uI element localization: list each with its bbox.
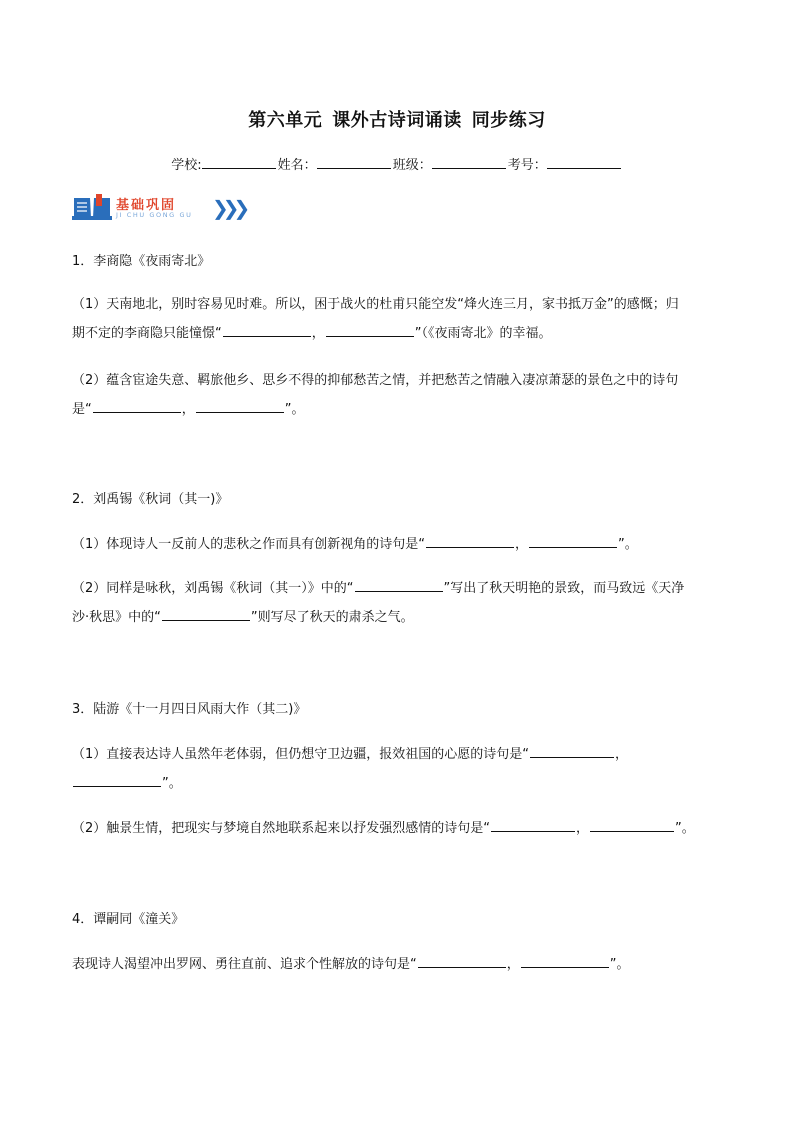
question-1-1 (72, 290, 722, 348)
q3-2-line1: （2）触景生情，把现实与梦境自然地联系起来以抒发强烈感情的诗句是“ ， ”。 (72, 814, 722, 843)
answer-blank[interactable] (529, 533, 617, 548)
answer-blank[interactable] (223, 322, 311, 337)
open-book-icon (72, 194, 112, 224)
q2-1-line1: （1）体现诗人一反前人的悲秋之作而具有创新视角的诗句是“ ， ”。 (72, 530, 722, 559)
class-field[interactable] (432, 155, 506, 169)
question-3-heading: 3．陆游《十一月四日风雨大作（其二)》 (72, 702, 307, 717)
question-2-heading: 2．刘禹锡《秋词（其一)》 (72, 492, 229, 507)
q3-1-line1: （1）直接表达诗人虽然年老体弱，但仍想守卫边疆，报效祖国的心愿的诗句是“ ， (72, 740, 722, 769)
exam-no-field[interactable] (547, 155, 621, 169)
question-2-2 (72, 574, 722, 632)
exam-no-label: 考号： (507, 158, 547, 173)
question-2-1 (72, 530, 722, 559)
student-info-line (0, 154, 794, 173)
q1-2-line2: 是“ ， ”。 (72, 395, 722, 424)
q2-2-line1: （2）同样是咏秋，刘禹锡《秋词（其一）》中的“ ”写出了秋天明艳的景致，而马致远《天净 (72, 574, 722, 603)
answer-blank[interactable] (162, 606, 250, 621)
school-label: 学校: (171, 158, 202, 173)
question-4-heading: 4．谭嗣同《潼关》 (72, 912, 185, 927)
q2-2-line2: 沙·秋思》中的“ ”则写尽了秋天的肃杀之气。 (72, 603, 722, 632)
class-label: 班级： (392, 158, 432, 173)
answer-blank[interactable] (590, 817, 674, 832)
name-field[interactable] (317, 155, 391, 169)
answer-blank[interactable] (196, 398, 284, 413)
answer-blank[interactable] (491, 817, 575, 832)
answer-blank[interactable] (355, 577, 443, 592)
section-badge-title: 基础巩固 (116, 198, 177, 213)
answer-blank[interactable] (93, 398, 181, 413)
chevrons-icon: ❯❯❯ (212, 196, 245, 220)
school-field[interactable] (202, 155, 276, 169)
question-1-heading: 1．李商隐《夜雨寄北》 (72, 254, 211, 269)
answer-blank[interactable] (326, 322, 414, 337)
q1-1-line2: 期不定的李商隐只能憧憬“ ， ”（《夜雨寄北》的幸福。 (72, 319, 722, 348)
q3-1-line2: ”。 (72, 769, 722, 798)
answer-blank[interactable] (418, 953, 506, 968)
answer-blank[interactable] (521, 953, 609, 968)
q1-1-line1: （1）天南地北，别时容易见时难。所以，困于战火的杜甫只能空发“烽火连三月，家书抵万金”的感慨；归 (72, 297, 679, 312)
question-1-2 (72, 366, 722, 424)
question-3-2 (72, 814, 722, 843)
section-badge (72, 194, 245, 224)
question-4-1 (72, 950, 722, 979)
page-title (0, 106, 794, 132)
answer-blank[interactable] (530, 743, 614, 758)
section-badge-pinyin: JI CHU GONG GU (116, 211, 193, 219)
q4-1-line1: 表现诗人渴望冲出罗网、勇往直前、追求个性解放的诗句是“ ， ”。 (72, 950, 722, 979)
name-label: 姓名： (277, 158, 317, 173)
q1-2-line1: （2）蕴含宦途失意、羁旅他乡、思乡不得的抑郁愁苦之情，并把愁苦之情融入凄凉萧瑟的景色之中的诗句 (72, 373, 679, 388)
answer-blank[interactable] (73, 772, 161, 787)
question-3-1 (72, 740, 722, 798)
title-type: 同步练习 (471, 110, 546, 131)
answer-blank[interactable] (426, 533, 514, 548)
title-topic: 课外古诗词诵读 (332, 110, 462, 131)
title-unit: 第六单元 (248, 110, 323, 131)
